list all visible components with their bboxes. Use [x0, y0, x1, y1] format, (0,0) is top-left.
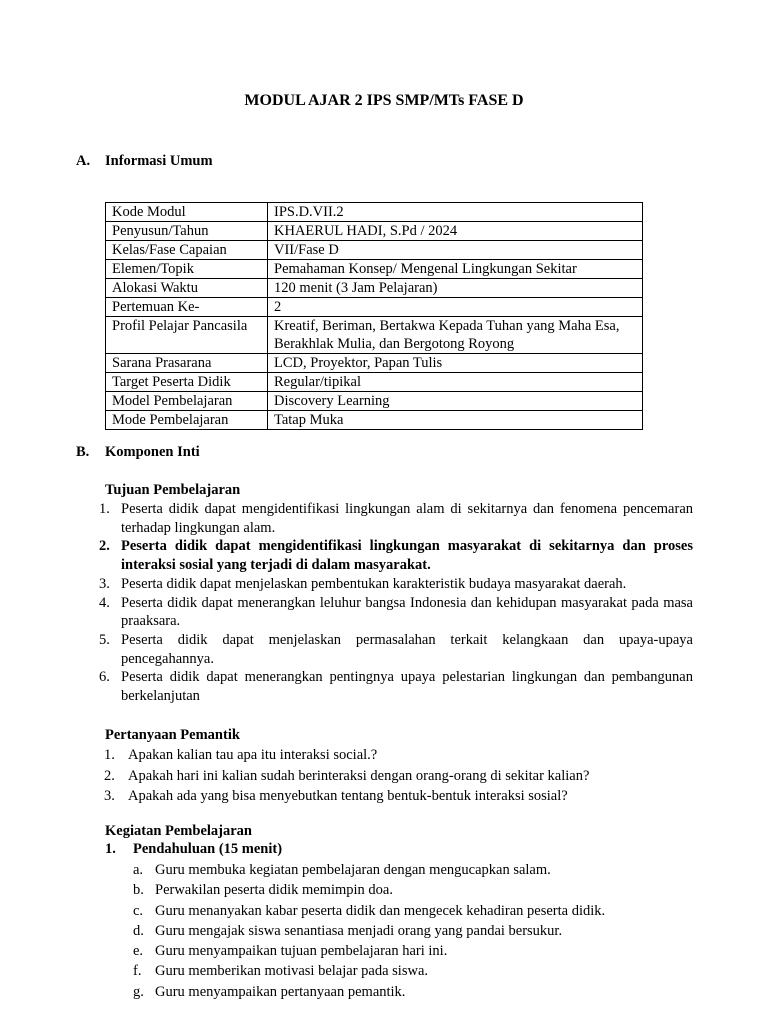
pemantik-list: [104, 745, 589, 807]
list-number: 6.: [99, 669, 110, 686]
table-key: Mode Pembelajaran: [106, 411, 268, 430]
list-text: Peserta didik dapat mengidentifikasi lingkungan alam di sekitarnya dan fenomena pencemaran terhadap lingkungan alam.: [121, 501, 693, 536]
list-item: [104, 745, 589, 766]
table-value: 2: [268, 298, 643, 317]
section-a-title: Informasi Umum: [105, 153, 213, 169]
table-value: KHAERUL HADI, S.Pd / 2024: [268, 222, 643, 241]
table-value: Tatap Muka: [268, 411, 643, 430]
list-letter: f.: [133, 963, 142, 980]
list-text: Guru menyampaikan pertanyaan pemantik.: [155, 983, 406, 1000]
list-item: [99, 537, 693, 574]
list-text: Apakah ada yang bisa menyebutkan tentang bentuk-bentuk interaksi sosial?: [128, 788, 568, 804]
list-item: [133, 921, 605, 941]
list-item: [104, 766, 589, 787]
list-text: Peserta didik dapat menjelaskan permasalahan terkait kelangkaan dan upaya-upaya pencegahannya.: [121, 631, 693, 667]
section-b-letter: B.: [76, 444, 90, 460]
table-key: Sarana Prasarana: [106, 354, 268, 373]
list-text: Guru menyampaikan tujuan pembelajaran hari ini.: [155, 943, 448, 960]
list-number: 3.: [99, 575, 110, 592]
list-number: 4.: [99, 594, 110, 611]
table-value: Discovery Learning: [268, 392, 643, 411]
list-number: 2.: [99, 538, 110, 555]
pendahuluan-title: Pendahuluan (15 menit): [133, 841, 283, 857]
table-row: [106, 279, 643, 298]
table-row: [106, 392, 643, 411]
list-item: [133, 961, 605, 981]
table-row: [106, 373, 643, 392]
list-text: Peserta didik dapat menjelaskan pembentukan karakteristik budaya masyarakat daerah.: [121, 575, 627, 592]
table-key: Model Pembelajaran: [106, 392, 268, 411]
list-text: Perwakilan peserta didik memimpin doa.: [155, 882, 393, 899]
info-table: [105, 202, 643, 430]
table-row: [106, 203, 643, 222]
list-number: 1.: [99, 501, 110, 517]
list-text: Guru membuka kegiatan pembelajaran dengan mengucapkan salam.: [155, 862, 551, 878]
list-letter: c.: [133, 902, 144, 919]
table-row: [106, 317, 643, 354]
list-item: [133, 860, 605, 880]
table-row: [106, 298, 643, 317]
table-row: [106, 354, 643, 373]
list-item: [99, 500, 693, 537]
list-item: [99, 575, 693, 594]
list-text: Peserta didik dapat menerangkan leluhur bangsa Indonesia dan kehidupan masyarakat pada masa praaksara.: [121, 594, 693, 630]
list-text: Peserta didik dapat mengidentifikasi lingkungan masyarakat di sekitarnya dan proses interaksi sosial yang terjadi di dalam masyarakat.: [121, 538, 693, 574]
list-item: [133, 982, 605, 1002]
list-item: [99, 631, 693, 668]
section-a-heading: [76, 153, 213, 170]
list-text: Apakah hari ini kalian sudah berinteraksi dengan orang-orang di sekitar kalian?: [128, 767, 590, 784]
list-item: [99, 594, 693, 631]
table-value: VII/Fase D: [268, 241, 643, 260]
list-number: 3.: [104, 788, 115, 804]
page-title: MODUL AJAR 2 IPS SMP/MTs FASE D: [244, 92, 524, 109]
table-value: Pemahaman Konsep/ Mengenal Lingkungan Sekitar: [268, 260, 643, 279]
list-letter: b.: [133, 882, 144, 899]
list-number: 5.: [99, 631, 110, 648]
list-letter: a.: [133, 862, 144, 878]
list-text: Peserta didik dapat menerangkan pentingnya upaya pelestarian lingkungan dan pembangunan berkelanjutan: [121, 669, 693, 705]
table-value: IPS.D.VII.2: [268, 203, 643, 222]
list-letter: d.: [133, 922, 144, 939]
table-row: [106, 241, 643, 260]
section-b-title: Komponen Inti: [105, 444, 200, 460]
table-value: Regular/tipikal: [268, 373, 643, 392]
list-number: 1.: [104, 747, 115, 763]
table-key: Penyusun/Tahun: [106, 222, 268, 241]
list-item: [133, 880, 605, 900]
tujuan-list: [99, 500, 693, 706]
list-item: [133, 901, 605, 921]
list-item: [99, 668, 693, 705]
section-b-heading: [76, 444, 200, 461]
table-value: LCD, Proyektor, Papan Tulis: [268, 354, 643, 373]
table-key: Alokasi Waktu: [106, 279, 268, 298]
table-key: Elemen/Topik: [106, 260, 268, 279]
list-text: Apakan kalian tau apa itu interaksi social.?: [128, 747, 378, 763]
table-row: [106, 411, 643, 430]
list-number: 2.: [104, 767, 115, 784]
list-item: [104, 786, 589, 807]
table-row: [106, 222, 643, 241]
table-key: Target Peserta Didik: [106, 373, 268, 392]
list-letter: g.: [133, 983, 144, 1000]
list-number: 1.: [105, 841, 116, 857]
table-row: [106, 260, 643, 279]
tujuan-heading: Tujuan Pembelajaran: [105, 482, 241, 498]
pemantik-heading: Pertanyaan Pemantik: [105, 727, 240, 743]
table-key: Kode Modul: [106, 203, 268, 222]
table-value: 120 menit (3 Jam Pelajaran): [268, 279, 643, 298]
list-text: Guru memberikan motivasi belajar pada siswa.: [155, 963, 429, 980]
list-item: [133, 941, 605, 961]
list-text: Guru mengajak siswa senantiasa menjadi orang yang pandai bersukur.: [155, 922, 563, 939]
section-a-letter: A.: [76, 153, 91, 169]
table-value: Kreatif, Beriman, Bertakwa Kepada Tuhan yang Maha Esa, Berakhlak Mulia, dan Bergotong Royong: [268, 317, 643, 354]
kegiatan-heading: Kegiatan Pembelajaran: [105, 823, 252, 839]
list-text: Guru menanyakan kabar peserta didik dan mengecek kehadiran peserta didik.: [155, 902, 606, 919]
pendahuluan-steps: [133, 860, 605, 1002]
pendahuluan-heading: [105, 841, 282, 858]
table-key: Kelas/Fase Capaian: [106, 241, 268, 260]
table-key: Pertemuan Ke-: [106, 298, 268, 317]
table-key: Profil Pelajar Pancasila: [106, 317, 268, 354]
list-letter: e.: [133, 943, 144, 960]
